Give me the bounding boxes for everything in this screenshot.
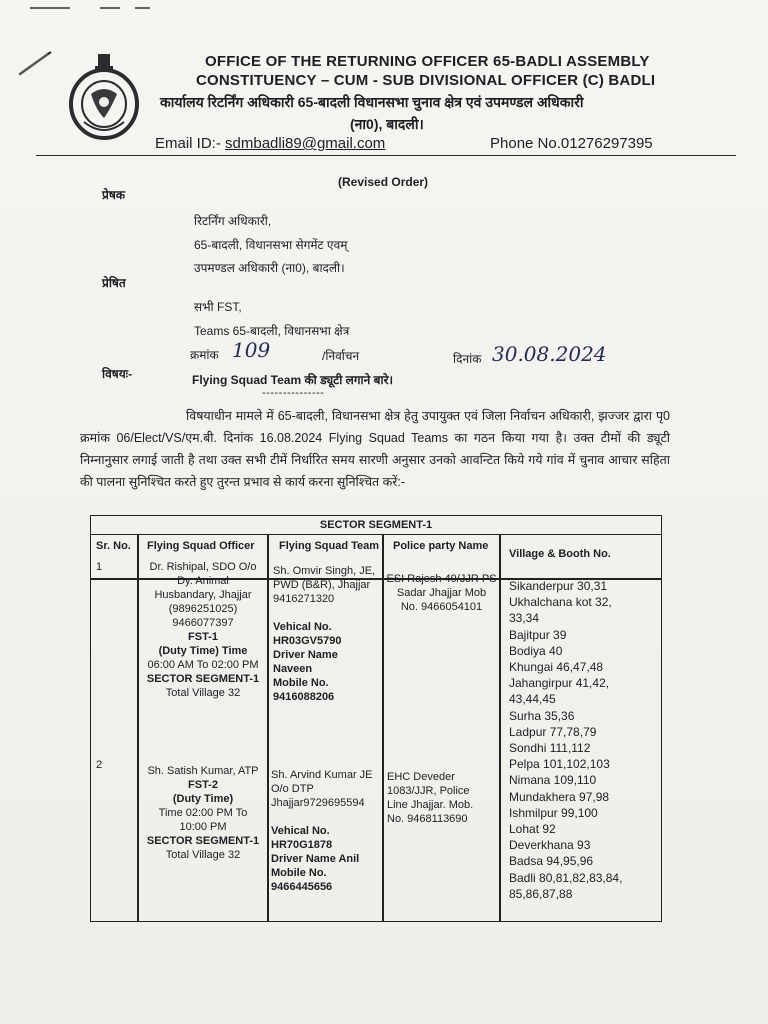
officer-line: Total Village 32 (165, 687, 241, 699)
order-number-handwritten: 109 (232, 338, 271, 362)
row-2-sr-no: 2 (96, 759, 103, 771)
village-item: 85,86,87,88 (509, 886, 573, 901)
team-line: Jhajjar9729695594 (271, 797, 365, 809)
officer-line: (9896251025) (168, 603, 238, 615)
village-item: Deverkhana 93 (509, 838, 591, 853)
team-line: 9466445656 (271, 881, 333, 893)
officer-line: Sh. Satish Kumar, ATP (147, 765, 259, 777)
village-item: Badli 80,81,82,83,84, (509, 870, 623, 885)
village-item: Pelpa 101,102,103 (509, 757, 610, 772)
row-2-team (271, 768, 381, 894)
team-line: PWD (B&R), Jhajjar (273, 579, 371, 591)
row-2-officer (139, 764, 267, 862)
village-item: Bodiya 40 (509, 643, 563, 658)
team-line: Mobile No. (273, 677, 329, 689)
officer-line: Time 02:00 PM To (158, 807, 248, 819)
village-item: Ishmilpur 99,100 (509, 805, 598, 820)
email-address[interactable]: sdmbadli89@gmail.com (225, 135, 386, 152)
recipient-line-2: Teams 65-बादली, विधानसभा क्षेत्र (194, 324, 350, 338)
pen-stroke-mark (18, 50, 52, 76)
team-line: 9416271320 (273, 593, 335, 605)
team-line: Sh. Omvir Singh, JE, (273, 565, 376, 577)
sender-line-2: 65-बादली, विधानसभा सेगमेंट एवम् (194, 238, 348, 252)
office-title-hindi-line-1: कार्यालय रिटर्निंग अधिकारी 65-बादली विधानसभा चुनाव क्षेत्र एवं उपमण्डल अधिकारी (160, 94, 584, 110)
recipient-label: प्रेषित (102, 276, 126, 290)
village-item: Sikanderpur 30,31 (509, 579, 608, 593)
village-item: Ladpur 77,78,79 (509, 724, 597, 739)
office-title-hindi-line-2: (ना0), बादली। (350, 116, 424, 132)
header-flying-squad-team: Flying Squad Team (279, 540, 380, 552)
officer-line: SECTOR SEGMENT-1 (146, 835, 260, 847)
subject-text: Flying Squad Team की ड्यूटी लगाने बारे। (192, 373, 394, 387)
row-2-police (387, 770, 497, 826)
team-line: HR70G1878 (271, 839, 333, 851)
team-line: Vehical No. (271, 825, 330, 837)
sender-line-3: उपमण्डल अधिकारी (ना0), बादली। (194, 261, 345, 275)
top-edge-scribble (30, 6, 150, 10)
recipient-line-1: सभी FST, (194, 300, 242, 314)
order-number-label: क्रमांक (190, 348, 219, 362)
village-item: Mundakhera 97,98 (509, 789, 610, 804)
officer-line: (Duty Time) Time (158, 645, 248, 657)
team-line: Mobile No. (271, 867, 327, 879)
village-item: Surha 35,36 (509, 708, 575, 723)
officer-line: Total Village 32 (165, 849, 241, 861)
header-village-booth-no: Village & Booth No. (509, 548, 611, 560)
email-row (155, 135, 385, 152)
subject-label: विषयः- (102, 367, 133, 381)
column-divider (499, 534, 501, 921)
team-line: HR03GV5790 (273, 635, 342, 647)
header-divider (36, 155, 736, 156)
village-item: Lohat 92 (509, 822, 556, 837)
header-police-party-name: Police party Name (393, 540, 489, 552)
team-line: Driver Name (273, 649, 338, 661)
village-item: Badsa 94,95,96 (509, 854, 594, 869)
police-line: No. 9466054101 (400, 601, 483, 613)
police-line: Line Jhajjar. Mob. (387, 799, 474, 811)
police-line: EHC Deveder (387, 771, 455, 783)
order-date-handwritten: 30.08.2024 (492, 342, 607, 366)
village-item: 43,44,45 (509, 692, 556, 707)
team-line: O/o DTP (271, 783, 314, 795)
village-item: Sondhi 111,112 (509, 741, 591, 756)
sender-label: प्रेषक (102, 188, 125, 202)
table-sector-title: SECTOR SEGMENT-1 (91, 516, 661, 535)
date-label: दिनांक (453, 352, 482, 366)
team-spacer (273, 606, 381, 620)
office-title-line-2: CONSTITUENCY – CUM - SUB DIVISIONAL OFFICER (C) BADLI (196, 72, 656, 89)
row-1-police (384, 572, 499, 614)
village-item: Bajitpur 39 (509, 627, 567, 642)
order-body-text: विषयाधीन मामले में 65-बादली, विधानसभा क्षेत्र हेतु उपायुक्त एवं जिला निर्वाचन अधिकारी, झज्जर द्वारा पृ0 क्रमांक 06/Elect/VS/एम.बी. दिनांक 16.08.2024 Flying Squad Teams का गठन किया गया है। उक्त टीमों की ड्यूटी निम्नानुसार लगाई जाती है तथा उक्त सभी टीमें निर्धारित समय सारणी अनुसार उनको आवन्टित किये गये गांव में चुनाव आचार सहिता की पालना सुनिश्चित करते हुए तुरन्त प्रभाव से कार्य करना सुनिश्चित करें:- (80, 409, 670, 489)
officer-line: 06:00 AM To 02:00 PM (147, 659, 259, 671)
row-1-team (273, 564, 381, 704)
officer-line: Dr. Rishipal, SDO O/o (149, 561, 257, 573)
subject-separator: --------------- (262, 387, 325, 399)
village-item: Ukhalchana kot 32, (509, 595, 612, 610)
header-flying-squad-officer: Flying Squad Officer (147, 540, 255, 552)
team-line: Sh. Arvind Kumar JE (271, 769, 373, 781)
village-booth-list (509, 578, 659, 902)
officer-line: Dy. Animal (177, 575, 229, 587)
revised-order-heading: (Revised Order) (338, 175, 429, 189)
team-line: Vehical No. (273, 621, 332, 633)
police-line: Sadar Jhajjar Mob (396, 587, 487, 599)
team-line: Driver Name Anil (271, 853, 360, 865)
duty-table (90, 515, 662, 922)
team-line: Naveen (273, 663, 313, 675)
village-item: Jahangirpur 41,42, (509, 676, 610, 691)
officer-line: 10:00 PM (179, 821, 227, 833)
village-item: Nimana 109,110 (509, 773, 597, 788)
email-label: Email ID:- (155, 135, 221, 152)
officer-line: FST-2 (188, 779, 218, 791)
column-divider (267, 534, 269, 921)
police-line: 1083/JJR, Police (387, 785, 470, 797)
nirvachan-label: /निर्वाचन (322, 349, 360, 363)
header-sr-no: Sr. No. (96, 540, 131, 552)
team-line: 9416088206 (273, 691, 335, 703)
officer-line: (Duty Time) (172, 793, 234, 805)
phone-number: Phone No.01276297395 (490, 135, 653, 152)
officer-line: 9466077397 (172, 617, 234, 629)
officer-line: FST-1 (188, 631, 218, 643)
village-item: 33,34 (509, 611, 540, 626)
officer-line: Husbandary, Jhajjar (154, 589, 252, 601)
row-1-officer (139, 560, 267, 700)
row-1-sr-no: 1 (96, 561, 103, 573)
officer-line: SECTOR SEGMENT-1 (146, 673, 260, 685)
haryana-government-emblem-icon (66, 52, 142, 142)
office-title-line-1: OFFICE OF THE RETURNING OFFICER 65-BADLI ASSEMBLY (205, 53, 650, 70)
police-line: ESI Rajesh 49/JJR PS (386, 573, 497, 585)
team-spacer (271, 810, 381, 824)
village-item: Khungai 46,47,48 (509, 660, 604, 675)
police-line: No. 9468113690 (387, 813, 468, 825)
sender-line-1: रिटर्निंग अधिकारी, (194, 214, 272, 228)
order-body-paragraph (80, 405, 670, 493)
